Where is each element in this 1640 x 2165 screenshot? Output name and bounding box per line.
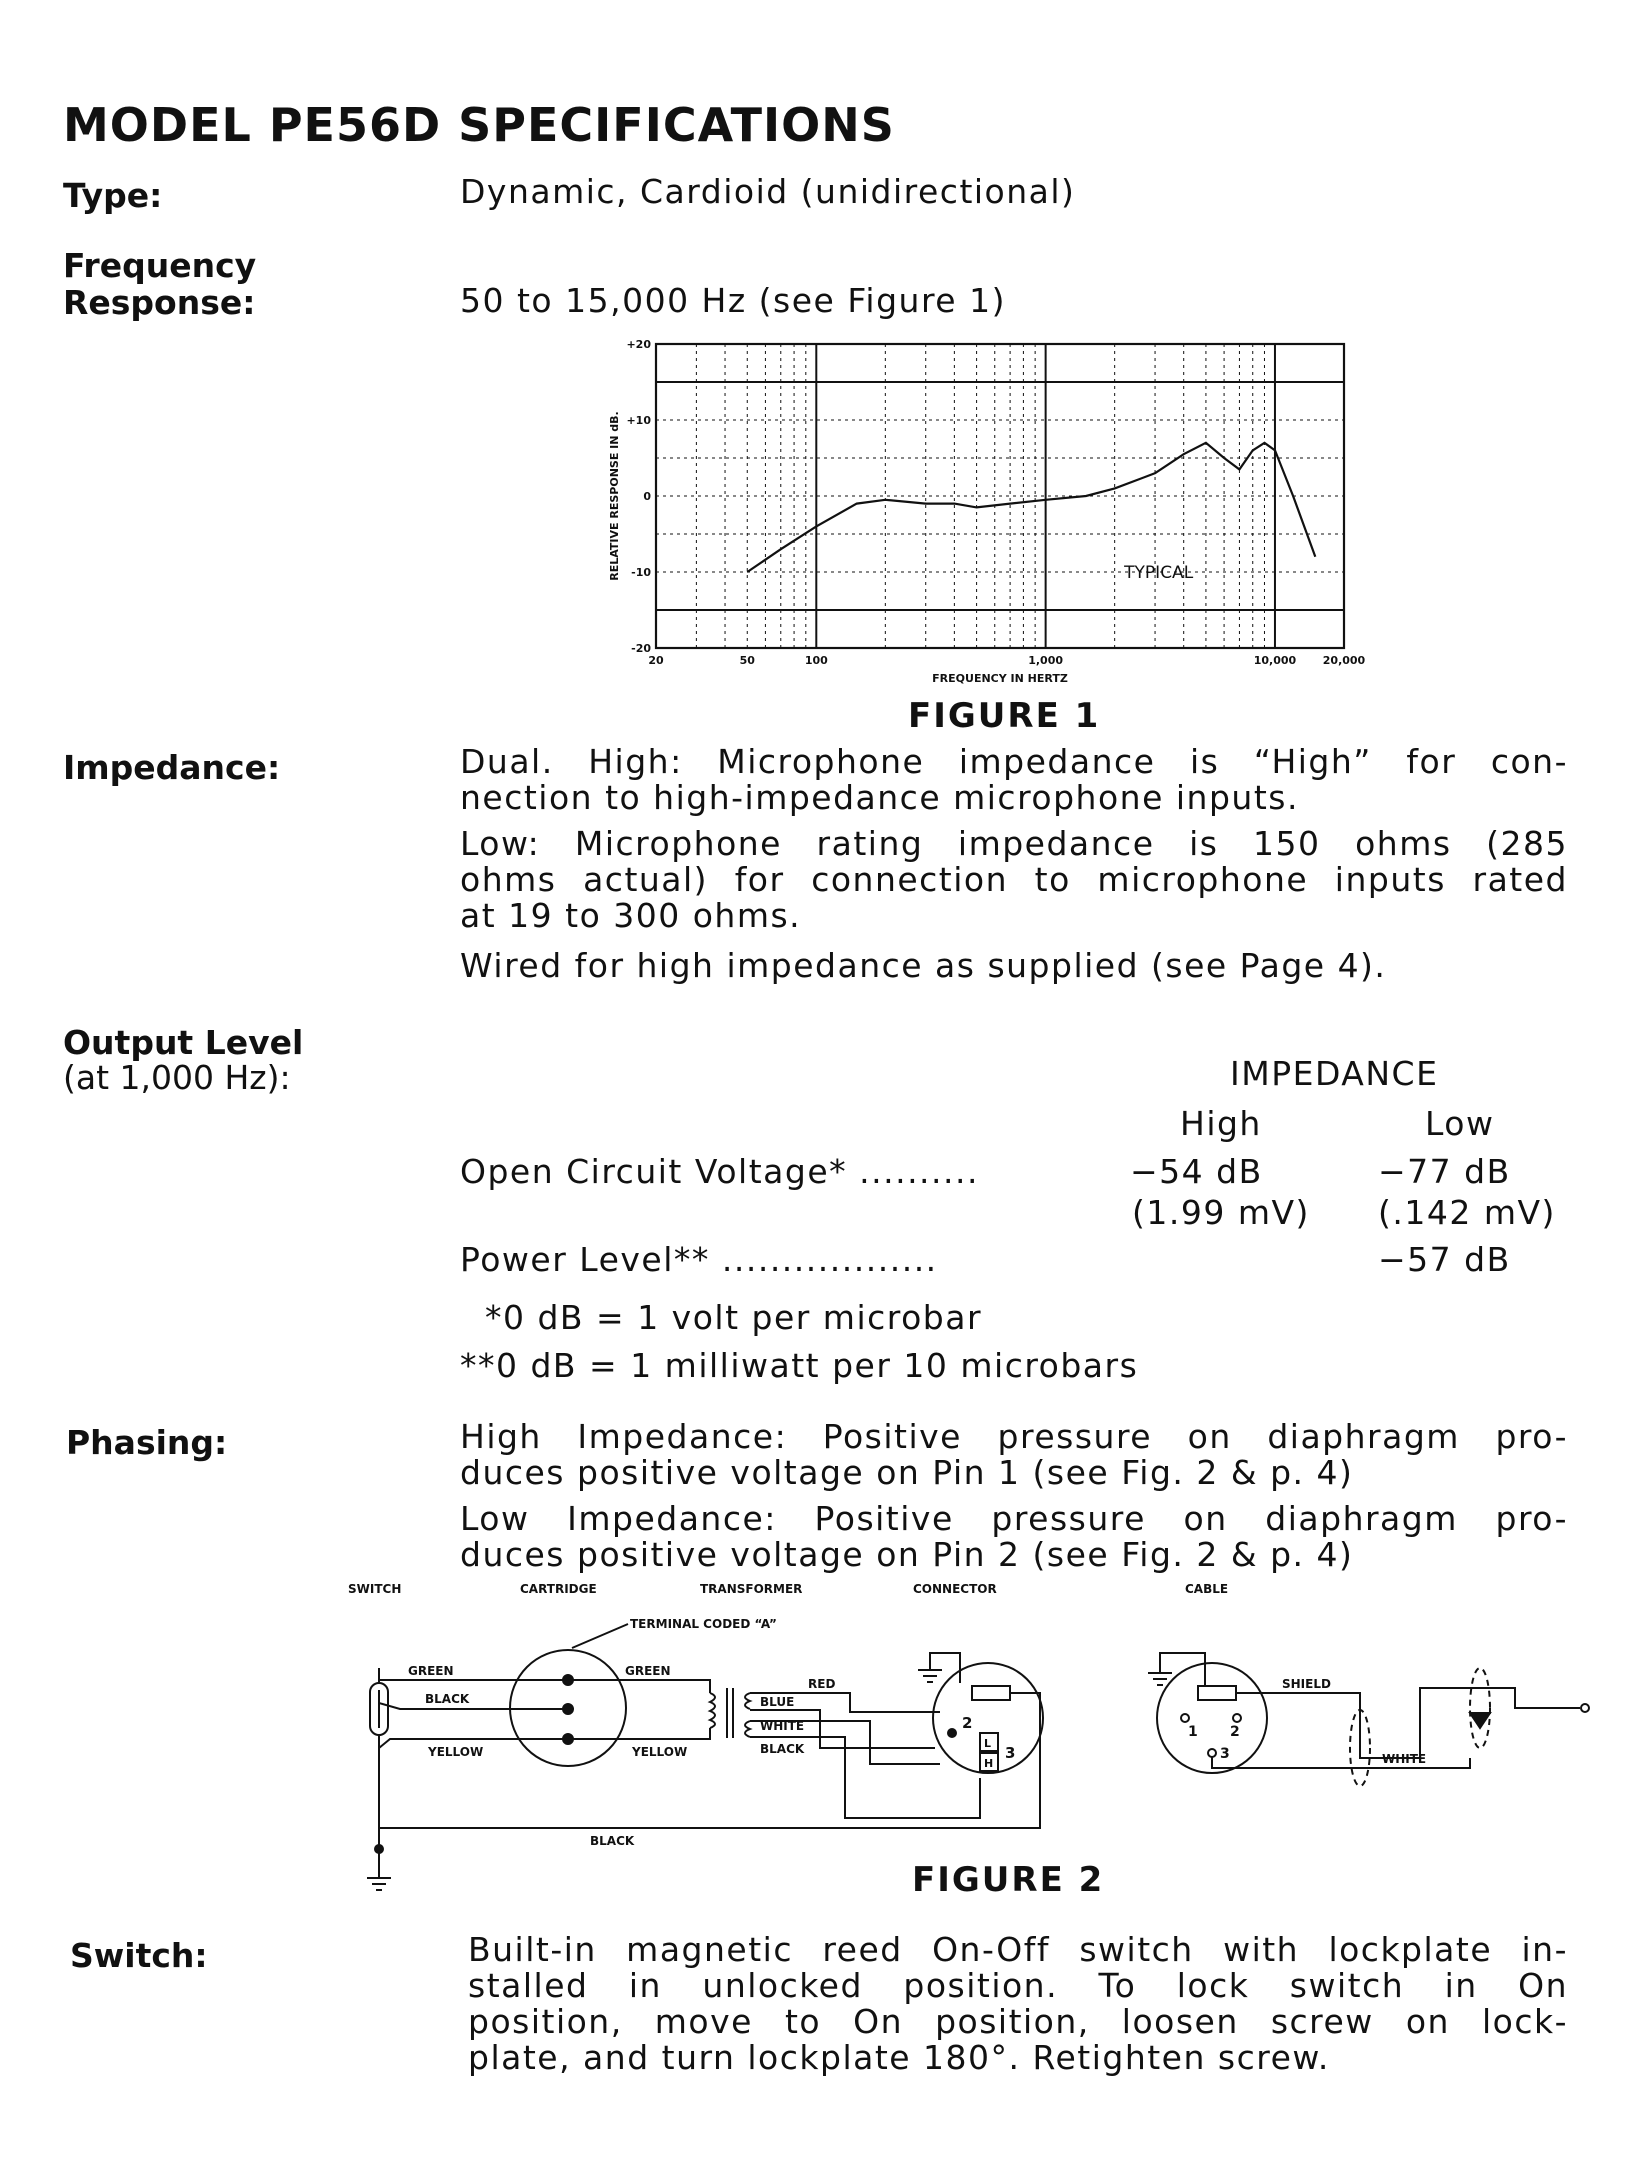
x-axis-label: FREQUENCY IN HERTZ <box>932 672 1068 685</box>
plug-shield-ellipse <box>1470 1668 1490 1748</box>
impedance-p2-line3: at 19 to 300 ohms. <box>460 896 802 935</box>
pin-2-label: 2 <box>962 1714 973 1732</box>
wire-white-2 <box>1212 1757 1470 1768</box>
label-cartridge: CARTRIDGE <box>520 1582 597 1596</box>
label-connector: CONNECTOR <box>913 1582 997 1596</box>
connector-ground-icon <box>918 1670 942 1682</box>
type-label: Type: <box>63 176 163 215</box>
cable-pin-2-label: 2 <box>1230 1724 1240 1740</box>
x-tick-label: 50 <box>739 654 755 667</box>
frequency-value: 50 to 15,000 Hz (see Figure 1) <box>460 281 1006 320</box>
cable-pin-1-dot <box>1181 1714 1189 1722</box>
label-green-2: GREEN <box>625 1664 671 1678</box>
pin-2-dot <box>948 1729 956 1737</box>
y-tick-label: -20 <box>631 642 651 655</box>
label-yellow-1: YELLOW <box>428 1745 484 1759</box>
plug-tip <box>1470 1713 1490 1728</box>
pin-h-label: H <box>984 1757 994 1770</box>
phasing-low-line1: Low Impedance: Positive pressure on diaphragm pro- <box>460 1499 1568 1538</box>
pin-3-label: 3 <box>1005 1744 1016 1762</box>
ocv-low: −77 dB <box>1378 1152 1511 1191</box>
label-blue: BLUE <box>760 1695 795 1709</box>
impedance-p1-line2: nection to high-impedance microphone inputs. <box>460 778 1299 817</box>
wire-black-1 <box>379 1703 568 1709</box>
plug-lead <box>1420 1688 1580 1758</box>
y-tick-label: +20 <box>626 338 651 351</box>
x-tick-label: 10,000 <box>1253 654 1297 667</box>
wire-yellow-2 <box>568 1728 710 1739</box>
phasing-high-line2: duces positive voltage on Pin 1 (see Fig. 2 & p. 4) <box>460 1453 1354 1492</box>
wire-black-3 <box>379 1693 1040 1828</box>
frequency-response-chart <box>600 332 1390 692</box>
switch-line4: plate, and turn lockplate 180°. Retighten screw. <box>468 2038 1330 2077</box>
figure-1-caption: FIGURE 1 <box>908 696 1101 736</box>
x-tick-label: 20 <box>648 654 664 667</box>
label-transformer: TRANSFORMER <box>700 1582 803 1596</box>
x-tick-label: 1,000 <box>1028 654 1064 667</box>
phasing-text <box>460 1419 1568 1573</box>
footnote-1: *0 dB = 1 volt per microbar <box>485 1298 983 1337</box>
footnote-2: **0 dB = 1 milliwatt per 10 microbars <box>460 1346 1139 1385</box>
ocv-high: −54 dB <box>1130 1152 1263 1191</box>
frequency-label-1: Frequency <box>63 246 257 285</box>
plug-end-dot <box>1581 1704 1589 1712</box>
impedance-p2-line2: ohms actual) for connection to microphone inputs rated <box>460 860 1568 899</box>
type-value: Dynamic, Cardioid (unidirectional) <box>460 172 1076 211</box>
page-title: MODEL PE56D SPECIFICATIONS <box>63 98 895 152</box>
response-curve <box>747 443 1315 572</box>
switch-line2: stalled in unlocked position. To lock switch in On <box>468 1966 1568 2005</box>
impedance-label: Impedance: <box>63 748 281 787</box>
label-shield: SHIELD <box>1282 1677 1331 1691</box>
transformer <box>710 1688 750 1738</box>
label-black-2: BLACK <box>760 1742 805 1756</box>
main-ground-icon <box>367 1878 391 1890</box>
switch-line1: Built-in magnetic reed On-Off switch with lockplate in- <box>468 1930 1568 1969</box>
label-black-1: BLACK <box>425 1692 470 1706</box>
output-label-2: (at 1,000 Hz): <box>63 1058 291 1097</box>
ocv-high-mv: (1.99 mV) <box>1132 1193 1310 1232</box>
label-red: RED <box>808 1677 836 1691</box>
phasing-high-line1: High Impedance: Positive pressure on diaphragm pro- <box>460 1417 1568 1456</box>
impedance-p3: Wired for high impedance as supplied (see Page 4). <box>460 946 1387 985</box>
impedance-text <box>460 744 1568 984</box>
y-axis-label: RELATIVE RESPONSE IN dB. <box>608 411 621 581</box>
label-green-1: GREEN <box>408 1664 454 1678</box>
cable-pin-1-label: 1 <box>1188 1724 1198 1740</box>
typical-annotation: TYPICAL <box>1124 563 1194 583</box>
power-label: Power Level** .................. <box>460 1240 938 1279</box>
y-tick-label: -10 <box>631 566 651 579</box>
wire-green-2 <box>568 1680 710 1693</box>
figure-2-caption: FIGURE 2 <box>912 1860 1105 1900</box>
switch-text <box>468 1932 1568 2076</box>
cable-ground-lead <box>1160 1653 1205 1686</box>
label-white-2: WHITE <box>1382 1752 1427 1766</box>
terminal-leader <box>572 1624 628 1648</box>
cable-pin-3-dot <box>1208 1749 1216 1757</box>
frequency-label-2: Response: <box>63 283 256 322</box>
x-tick-label: 20,000 <box>1322 654 1366 667</box>
switch-label: Switch: <box>70 1936 208 1975</box>
cable-pin-1 <box>1198 1686 1236 1700</box>
pin-l-label: L <box>984 1737 992 1750</box>
impedance-p1-line1: Dual. High: Microphone impedance is “High” for con- <box>460 742 1568 781</box>
cable-pin-2-dot <box>1233 1714 1241 1722</box>
label-switch: SWITCH <box>348 1582 402 1596</box>
power-low: −57 dB <box>1378 1240 1511 1279</box>
wiring-diagram <box>340 1578 1600 1908</box>
impedance-header: IMPEDANCE <box>1230 1054 1439 1093</box>
x-tick-label: 100 <box>804 654 828 667</box>
col-high: High <box>1180 1104 1262 1143</box>
impedance-p2-line1: Low: Microphone rating impedance is 150 ohms (285 <box>460 824 1568 863</box>
switch-line3: position, move to On position, loosen screw on lock- <box>468 2002 1568 2041</box>
label-yellow-2: YELLOW <box>632 1745 688 1759</box>
label-cable: CABLE <box>1185 1582 1229 1596</box>
cable-pin-3-label: 3 <box>1220 1746 1230 1762</box>
output-label-1: Output Level <box>63 1023 304 1062</box>
ocv-label: Open Circuit Voltage* .......... <box>460 1152 980 1191</box>
y-tick-label: +10 <box>626 414 651 427</box>
connector-pin-1 <box>972 1686 1010 1700</box>
label-terminal: TERMINAL CODED “A” <box>630 1617 777 1631</box>
phasing-low-line2: duces positive voltage on Pin 2 (see Fig. 2 & p. 4) <box>460 1535 1354 1574</box>
ocv-low-mv: (.142 mV) <box>1378 1193 1556 1232</box>
y-tick-label: 0 <box>643 490 651 503</box>
connector-ground-lead <box>930 1653 960 1683</box>
label-white: WHITE <box>760 1719 805 1733</box>
col-low: Low <box>1425 1104 1495 1143</box>
wire-shield <box>1236 1693 1420 1758</box>
label-black-3: BLACK <box>590 1834 635 1848</box>
phasing-label: Phasing: <box>66 1423 228 1462</box>
